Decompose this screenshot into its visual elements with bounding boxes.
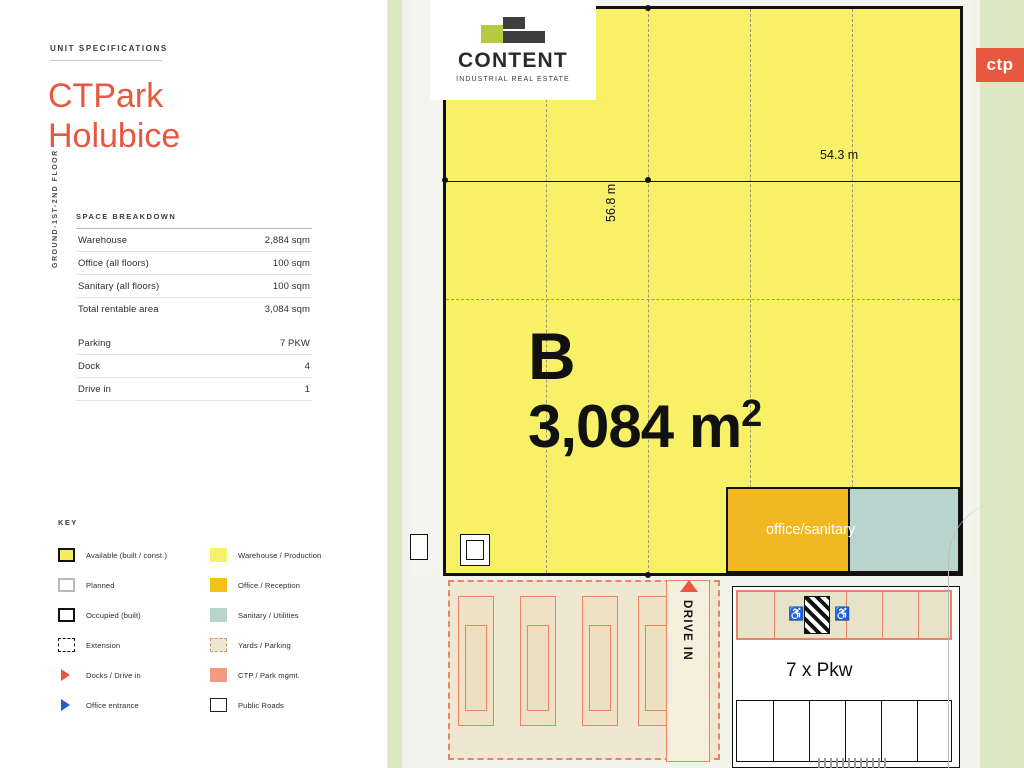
list-item — [210, 570, 321, 600]
road-hatching — [818, 758, 888, 768]
grid-node — [645, 177, 651, 183]
unit-area-value: 3,084 m — [528, 393, 742, 460]
legend-label: Office / Reception — [238, 580, 301, 590]
row-value: 100 sqm — [272, 258, 310, 269]
floor-label: GROUND-1ST-2ND FLOOR — [52, 149, 59, 268]
table-row — [76, 378, 312, 401]
triangle-red-icon — [58, 668, 75, 682]
legend-label: Extension — [86, 640, 121, 650]
table-row — [76, 229, 312, 252]
bay-divider — [918, 592, 919, 638]
unit-area — [528, 392, 761, 461]
sanitary-block — [850, 487, 960, 573]
legend-column-right — [210, 540, 321, 720]
list-item — [210, 630, 321, 660]
page-title-line2: Holubice — [48, 117, 181, 155]
list-item — [210, 600, 321, 630]
legend-column-left — [58, 540, 167, 720]
wheelchair-icon: ♿ — [834, 606, 851, 621]
specifications-panel — [0, 0, 388, 768]
entrance-marker — [410, 534, 428, 560]
slot-divider — [881, 701, 882, 761]
square-black-outline-icon — [58, 608, 75, 622]
table-row — [76, 332, 312, 355]
row-label: Office (all floors) — [78, 258, 149, 269]
square-dashed-icon — [58, 638, 75, 652]
grid-node — [442, 177, 448, 183]
page-title-line1: CTPark — [48, 77, 164, 115]
list-item — [58, 660, 167, 690]
slot-divider — [845, 701, 846, 761]
unit-letter: B — [528, 319, 575, 393]
square-yellow-icon — [210, 548, 227, 562]
space-breakdown-table — [76, 212, 312, 401]
dock-bay-inner — [589, 625, 611, 711]
entrance-marker-inner — [466, 540, 484, 560]
dimension-height: 56.8 m — [604, 183, 618, 222]
square-amber-icon — [210, 578, 227, 592]
table-gap — [76, 320, 312, 332]
row-label: Dock — [78, 361, 101, 372]
drive-in-label: DRIVE IN — [681, 600, 693, 662]
legend-label: Public Roads — [238, 700, 284, 710]
list-item — [210, 540, 321, 570]
wheelchair-icon: ♿ — [788, 606, 805, 621]
legend-label: Docks / Drive in — [86, 670, 141, 680]
row-label: Parking — [78, 338, 111, 349]
bay-divider — [774, 592, 775, 638]
legend-label: Office entrance — [86, 700, 139, 710]
list-item — [58, 570, 167, 600]
square-grey-outline-icon — [58, 578, 75, 592]
grid-node — [645, 5, 651, 11]
bay-divider — [882, 592, 883, 638]
dock-bay — [582, 596, 618, 726]
square-teal-icon — [210, 608, 227, 622]
row-label: Sanitary (all floors) — [78, 281, 160, 292]
site-plan — [388, 0, 1024, 768]
dock-bay-inner — [645, 625, 667, 711]
dimension-width: 54.3 m — [820, 148, 859, 162]
list-item — [58, 630, 167, 660]
slot-divider — [773, 701, 774, 761]
dock-bay-inner — [527, 625, 549, 711]
grid-node — [645, 572, 651, 578]
row-label: Total rentable area — [78, 304, 159, 315]
ctp-badge: ctp — [976, 48, 1024, 82]
table-row-total — [76, 298, 312, 320]
legend-label: Yards / Parking — [238, 640, 291, 650]
row-value: 2,884 sqm — [264, 235, 310, 246]
legend-title: KEY — [58, 518, 78, 527]
dock-bay — [458, 596, 494, 726]
square-salmon-icon — [210, 668, 227, 682]
access-road — [948, 500, 1008, 768]
row-value: 1 — [304, 384, 310, 395]
table-row — [76, 252, 312, 275]
row-label: Warehouse — [78, 235, 128, 246]
unit-area-exponent: 2 — [741, 393, 762, 435]
brand-name: CONTENT — [458, 49, 568, 72]
legend-label: Sanitary / Utilities — [238, 610, 299, 620]
grid-line-horizontal — [446, 299, 960, 300]
page-title — [48, 76, 348, 156]
slot-divider — [809, 701, 810, 761]
square-white-icon — [210, 698, 227, 712]
table-row — [76, 355, 312, 378]
legend-label: Occupied (built) — [86, 610, 141, 620]
row-value: 3,084 sqm — [264, 304, 310, 315]
square-yellow-outline-icon — [58, 548, 75, 562]
carpark-label: 7 x Pkw — [786, 660, 853, 681]
square-beige-dashed-icon — [210, 638, 227, 652]
triangle-blue-icon — [58, 698, 75, 712]
brand-logo-card — [430, 0, 596, 100]
brand-subtitle: INDUSTRIAL REAL ESTATE — [456, 76, 570, 83]
list-item — [58, 690, 167, 720]
accessible-parking-hatch — [804, 596, 830, 634]
row-label: Drive in — [78, 384, 112, 395]
triangle-red-icon — [680, 580, 698, 592]
office-sanitary-label: office/sanitary — [766, 522, 856, 538]
row-value: 100 sqm — [272, 281, 310, 292]
legend-label: Available (built / const.) — [86, 550, 167, 560]
grid-line-vertical — [648, 9, 649, 573]
space-breakdown-title: SPACE BREAKDOWN — [76, 212, 312, 229]
content-logo-icon — [481, 17, 545, 43]
legend-label: Warehouse / Production — [238, 550, 322, 560]
list-item — [58, 540, 167, 570]
dock-bay-inner — [465, 625, 487, 711]
slot-divider — [917, 701, 918, 761]
dock-bay — [520, 596, 556, 726]
eyebrow-divider — [50, 60, 162, 61]
row-value: 4 — [304, 361, 310, 372]
list-item — [210, 660, 321, 690]
panel-eyebrow: UNIT SPECIFICATIONS — [50, 44, 168, 53]
bay-divider — [446, 181, 960, 182]
table-row — [76, 275, 312, 298]
row-value: 7 PKW — [279, 338, 310, 349]
legend-label: Planned — [86, 580, 115, 590]
carpark-row-lower — [736, 700, 952, 762]
list-item — [58, 600, 167, 630]
legend-label: CTP / Park mgmt. — [238, 670, 300, 680]
list-item — [210, 690, 321, 720]
